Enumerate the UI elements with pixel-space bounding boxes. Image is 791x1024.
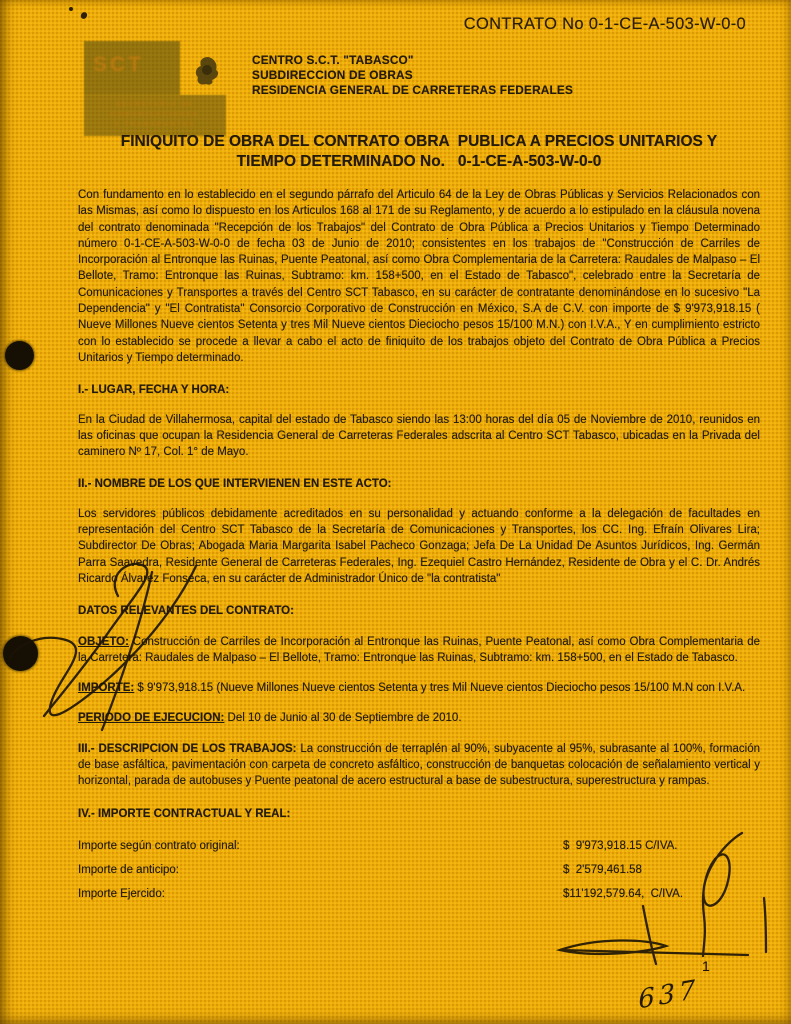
- section-3-paragraph: [78, 741, 760, 790]
- section-1-body: En la Ciudad de Villahermosa, capital del estado de Tabasco siendo las 13:00 horas del día 05 de Noviembre de 2010, reunidos en las oficinas que ocupan la Residencia General de Carreteras Federales adscrita al Centro SCT Tabasco, ubicadas en la Privada del caminero Nº 17, Col. 1° de Mayo.: [78, 413, 760, 459]
- sct-logo-caption-line: COMUNICACIONES: [110, 111, 200, 118]
- section-2-body: Los servidores públicos debidamente acreditados en su personalidad y actuando conforme a la delegación de facultades en representación del Centro SCT Tabasco de la Secretaría de Comunicaciones y Transportes, los CC. Ing. Efraín Olivares Lira; Subdirector De Obras; Abogada Maria Margarita Isabel Pacheco Gonzaga; Jefa De La Unidad De Asuntos Jurídicos, Ing. Germán Parra Saavedra, Residente General de Carreteras Federales, Ing. Ezequiel Castro Hernández, Residente de Obra y el C. Dr. Andrés Ricardo Álvarez Fonseca, en su carácter de Administrador Único de "la contratista": [78, 507, 760, 585]
- section-4-heading: IV.- IMPORTE CONTRACTUAL Y REAL:: [78, 807, 291, 820]
- objeto-paragraph: [78, 634, 760, 667]
- periodo-label: PERIODO DE EJECUCION:: [78, 712, 225, 725]
- row-value: $ 9'973,918.15 C/IVA.: [563, 839, 678, 852]
- importe-paragraph: [78, 680, 760, 696]
- sct-logo-caption-line: Y TRANSPORTES: [114, 121, 196, 128]
- objeto-text: Construcción de Carriles de Incorporación al Entronque las Ruinas, Puente Peatonal, así como Obra Complementaria de la Carretera: Raudales de Malpaso – El Bellote, Tramo: Entronque las Ruinas, Subtramo: km. 158+500, en el Estado de Tabasco.: [78, 635, 760, 664]
- document-title-line: TIEMPO DETERMINADO No. 0-1-CE-A-503-W-0-0: [236, 152, 602, 170]
- letterhead: [252, 53, 760, 98]
- importe-label: IMPORTE:: [78, 682, 135, 695]
- section-3-heading: III.- DESCRIPCION DE LOS TRABAJOS:: [78, 742, 297, 755]
- handwritten-folio-number: 637: [637, 974, 700, 1016]
- letterhead-subdivision: SUBDIRECCION DE OBRAS: [252, 68, 413, 82]
- table-row: [78, 858, 760, 882]
- importe-text: $ 9'973,918.15 (Nueve Millones Nueve cientos Setenta y tres Mil Nueve cientos Dieciocho pesos 15/100 M.N con I.V.A.: [134, 682, 746, 695]
- objeto-label: OBJETO:: [78, 635, 129, 648]
- letterhead-center: CENTRO S.C.T. "TABASCO": [252, 53, 414, 67]
- document-body: [78, 0, 760, 906]
- row-value: $11'192,579.64, C/IVA.: [563, 887, 684, 900]
- row-label: Importe de anticipo:: [78, 863, 180, 876]
- row-value: $ 2'579,461.58: [563, 863, 642, 876]
- section-2-heading: II.- NOMBRE DE LOS QUE INTERVIENEN EN ESTE ACTO:: [78, 478, 392, 491]
- hole-punch-mark: [3, 636, 38, 671]
- section-3-body: La construcción de terraplén al 90%, subyacente al 95%, subrasante al 100%, formación de base asfáltica, pavimentación con carpeta de concreto asfáltico, construcción de banquetas colocación de señalamiento vertical y horizontal, parada de autobuses y Puente peatonal de acero estructural a base de subestructura, superestructura y rampas.: [78, 742, 760, 788]
- periodo-text: Del 10 de Junio al 30 de Septiembre de 2010.: [224, 712, 462, 725]
- intro-paragraph: Con fundamento en lo establecido en el segundo párrafo del Articulo 64 de la Ley de Obras Públicas y Servicios Relacionados con las Mismas, así como lo dispuesto en los Articulos 168 al 171 de su Reglamento, y de acuerdo a lo estipulado en la cláusula novena del contrato denominada "Recepción de los Trabajos" del Contrato de Obra Pública a Precios Unitarios y Tiempo Determinado número 0-1-CE-A-503-W-0-0 de fecha 03 de Junio de 2010; consistentes en los trabajos de "Construcción de Carriles de Incorporación al Entronque las Ruinas, Puente Peatonal, así como Obra Complementaria de la Carretera: Raudales de Malpaso – El Bellote, Tramo: Entronque las Ruinas, Subtramo: km. 158+500, en el Estado de Tabasco", celebrado entre la Secretaría de Comunicaciones y Transportes a través del Centro SCT Tabasco, en su carácter de contratante denominándose en lo sucesivo "La Dependencia" y "El Contratista" Consorcio Corporativo de Construcción en México, S.A de C.V. con importe de $ 9'973,918.15 ( Nueve Millones Nueve cientos Setenta y tres Mil Nueve cientos Dieciocho pesos 15/100 M.N.) con I.V.A., Y en cumplimiento estricto con lo establecido se procede a llevar a cabo el acto de finiquito de los trabajos objeto del Contrato de Obra Pública a Precios Unitarios y Tiempo determinado.: [78, 189, 760, 364]
- table-row: [78, 882, 760, 906]
- row-label: Importe según contrato original:: [78, 839, 240, 852]
- sct-logo-acronym: SCT: [93, 53, 144, 76]
- table-row: [78, 834, 760, 858]
- scan-speck: [69, 7, 73, 11]
- periodo-paragraph: [78, 710, 760, 726]
- letterhead-residencia: RESIDENCIA GENERAL DE CARRETERAS FEDERALES: [252, 83, 574, 97]
- document-title-line: FINIQUITO DE OBRA DEL CONTRATO OBRA PUBLICA A PRECIOS UNITARIOS Y: [120, 133, 718, 150]
- section-1-heading: I.- LUGAR, FECHA Y HORA:: [78, 384, 230, 397]
- row-label: Importe Ejercido:: [78, 887, 165, 900]
- contract-number: CONTRATO No 0-1-CE-A-503-W-0-0: [463, 15, 746, 33]
- document-title: [78, 132, 760, 171]
- hole-punch-mark: [5, 341, 34, 370]
- importe-table: [78, 834, 760, 906]
- page-number: 1: [702, 958, 710, 974]
- sct-logo-caption-line: SECRETARIA DE: [115, 101, 195, 108]
- datos-relevantes-heading: DATOS RELEVANTES DEL CONTRATO:: [78, 605, 294, 618]
